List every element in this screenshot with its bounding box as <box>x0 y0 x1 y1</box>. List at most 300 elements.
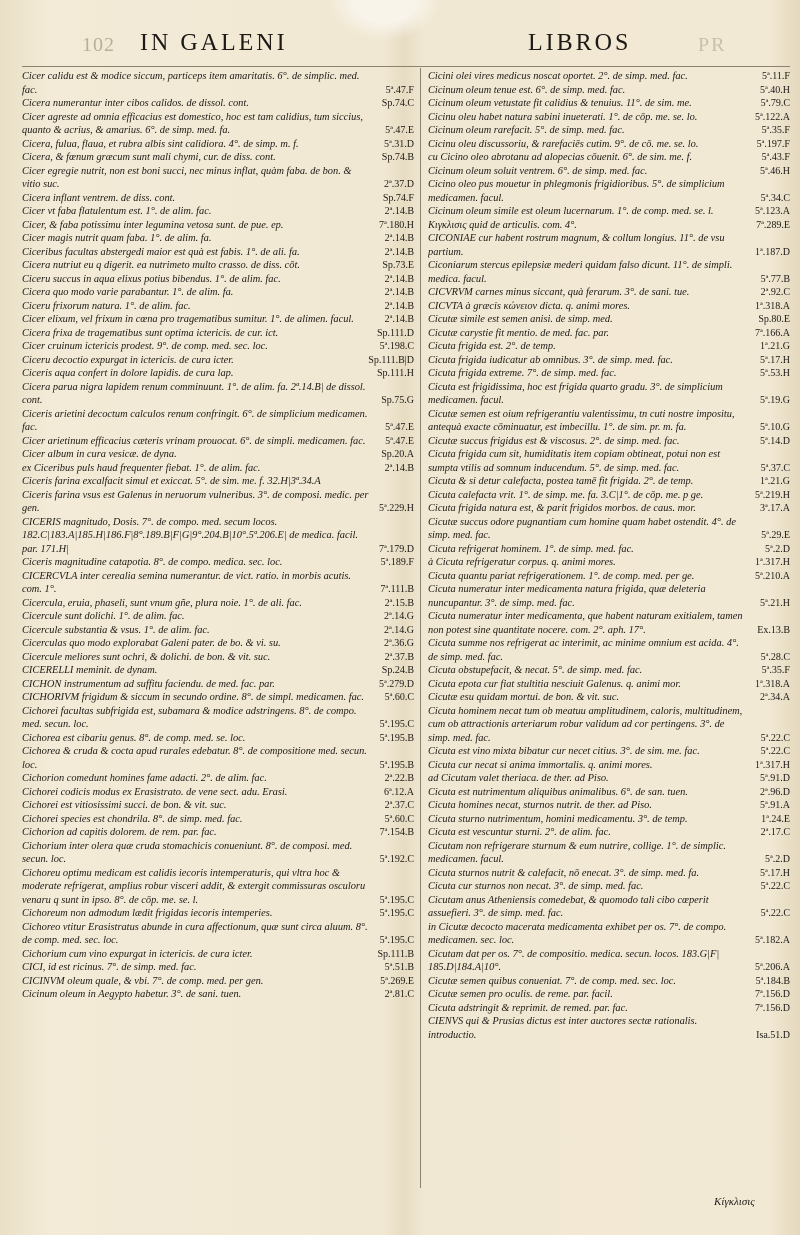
index-entry <box>22 138 414 152</box>
entry-text: CICHORIVM frigidum & siccum in secundo ordine. 8°. de simpl. medicamen. fac. <box>22 692 364 703</box>
index-entry <box>428 151 790 165</box>
entry-text: Cicuta frigida natura est, & parit frigidos morbos. de caus. mor. <box>428 503 696 514</box>
entry-text: Cicinum oleum in Aegypto habetur. 3°. de sani. tuen. <box>22 989 242 1000</box>
index-entry <box>22 219 414 233</box>
index-entry <box>22 70 414 97</box>
entry-reference: 2ª.14.B <box>384 300 414 312</box>
entry-reference: 1ª.317.H <box>755 759 790 771</box>
index-entry <box>428 799 790 813</box>
entry-text: Cicinum oleum tenue est. 6°. de simp. med. fac. <box>428 84 626 96</box>
index-entry <box>22 97 414 111</box>
entry-text: Cicutæ simile est semen anisi. de simp. med. <box>428 314 613 325</box>
entry-text: Cicuta frigida est. 2°. de temp. <box>428 341 556 352</box>
index-entry <box>428 178 790 205</box>
index-entry <box>428 759 790 773</box>
index-entry <box>428 219 790 233</box>
entry-reference: 5ª.37.C <box>760 462 790 474</box>
index-entry <box>428 313 790 327</box>
entry-reference: 1ª.318.A <box>755 678 790 690</box>
entry-text: Cicutæ succus frigidus est & viscosus. 2°. de simp. med. fac. <box>428 435 680 447</box>
entry-text: Cicutæ semen quibus conueniat. 7°. de comp. med. sec. loc. <box>428 975 676 987</box>
entry-text: Cicinu oleu discussoriu, & rarefaciēs cutim. 9°. de cō. me. se. lo. <box>428 138 699 150</box>
index-entry <box>428 489 790 503</box>
index-entry <box>428 327 790 341</box>
index-column-right <box>428 70 790 1188</box>
entry-reference: 5ª.22.C <box>760 746 790 757</box>
index-entry <box>22 637 414 651</box>
entry-text: Ciceris arietini decoctum calculos renum confringit. 6°. de simplicium medicamen. fac. <box>22 408 368 433</box>
entry-text: Cicer cruinum ictericis prodest. 9°. de comp. med. sec. loc. <box>22 341 268 352</box>
entry-reference: 7ª.111.B <box>380 584 414 595</box>
entry-text: Cichoreu optimu medicam est calidis iecoris intemperaturis, qui vltra hoc & moderate refrigerat, amplius robur visceri addit, & extergit commissuras osculoru venaru q sunt in ipso. 8°. de cōp. me. se. l. <box>22 867 366 906</box>
entry-text: Cicuta cur necat si anima immortalis. q. animi mores. <box>428 759 653 771</box>
entry-reference: 5ª.35.F <box>761 665 790 676</box>
entry-reference: 2ª.15.B <box>384 597 414 609</box>
index-entry <box>22 516 414 557</box>
page-number: 102 <box>82 34 115 56</box>
entry-reference: Sp.74.B <box>381 152 414 163</box>
entry-text: Cicutam non refrigerare sturnum & eum nutrire, collige. 1°. de simplic. medicamen. facul. <box>428 840 726 865</box>
entry-reference: Sp.74.F <box>382 192 414 204</box>
index-entry <box>428 165 790 179</box>
index-entry <box>428 354 790 368</box>
entry-text: Cicuta sturno nutrimentum, homini medicamentu. 3°. de temp. <box>428 813 688 825</box>
entry-text: CICERELLI meminit. de dynam. <box>22 665 158 676</box>
index-entry <box>22 840 414 867</box>
entry-reference: 2ª.92.C <box>760 287 790 298</box>
entry-text: Cicinu oleu habet natura sabini inueterati. 1°. de cōp. me. se. lo. <box>428 111 698 123</box>
entry-reference: 2ª.81.C <box>384 989 414 1000</box>
entry-reference: 2ª.14.B <box>384 206 414 217</box>
index-entry <box>428 826 790 840</box>
entry-reference: 5ª.279.D <box>379 678 414 690</box>
entry-reference: 2ª.34.A <box>760 692 790 703</box>
index-entry <box>428 516 790 543</box>
entry-reference: 5ª.122.A <box>755 111 790 123</box>
entry-reference: 5ª.182.A <box>755 935 790 946</box>
entry-text: Cichorei species est chondrila. 8°. de simp. med. fac. <box>22 813 243 825</box>
entry-text: Ciceris farina vsus est Galenus in neruorum vulneribus. 3°. de composi. medic. per gen. <box>22 489 369 514</box>
index-entry <box>428 111 790 125</box>
index-entry <box>428 408 790 435</box>
entry-reference: 7ª.166.A <box>755 327 790 339</box>
index-entry <box>428 988 790 1002</box>
entry-reference: 5ª.40.H <box>760 84 790 96</box>
entry-text: Cicutæ semen pro oculis. de reme. par. facil. <box>428 989 613 1000</box>
entry-text: Cicutæ carystie fit mentio. de med. fac. par. <box>428 327 609 339</box>
entry-reference: 2ª.37.C <box>384 800 414 811</box>
index-entry <box>22 678 414 692</box>
index-entry <box>428 124 790 138</box>
index-entry <box>22 246 414 260</box>
index-entry <box>22 745 414 772</box>
entry-reference: 7ª.179.D <box>379 543 414 555</box>
index-entry <box>22 907 414 921</box>
index-entry <box>22 664 414 678</box>
entry-reference: 5ª.19.G <box>760 395 790 406</box>
entry-reference: 5ª.210.A <box>755 570 790 582</box>
index-entry <box>22 475 414 489</box>
entry-text: CICINVM oleum quale, & vbi. 7°. de comp. med. per gen. <box>22 975 264 987</box>
entry-text: Cicer egregie nutrit, non est boni succi, nec minus inflat, quàm faba. de bon. & vitio suc. <box>22 165 352 190</box>
entry-text: Cicera nutriut eu q digerit. ea nutrimeto multo crasso. de diss. cōt. <box>22 260 300 271</box>
index-entry <box>428 840 790 867</box>
index-entry <box>22 327 414 341</box>
bleed-through-text: PR <box>698 34 727 56</box>
entry-reference: 5ª.60.C <box>384 692 414 703</box>
entry-reference: 5ª.2.D <box>765 543 790 555</box>
entry-text: Cichoreum non admodum lædit frigidas iecoris intemperies. <box>22 908 273 919</box>
entry-text: Cichorion comedunt homines fame adacti. 2°. de alim. fac. <box>22 773 267 784</box>
entry-reference: 6ª.12.A <box>384 786 414 798</box>
index-entry <box>22 732 414 746</box>
index-entry <box>428 286 790 300</box>
entry-reference: 5ª.123.A <box>755 206 790 217</box>
entry-text: Cicutam dat per os. 7°. de compositio. medica. secun. locos. 183.G|F| 185.D|184.A|10°. <box>428 948 720 973</box>
index-entry <box>22 975 414 989</box>
entry-text: CICONIAE cur habent rostrum magnum, & collum longius. 11°. de vsu partium. <box>428 233 725 258</box>
index-entry <box>22 151 414 165</box>
entry-reference: 5ª.21.H <box>760 597 790 609</box>
entry-reference: 5ª.29.E <box>761 530 790 541</box>
entry-reference: 5ª.77.B <box>760 273 790 285</box>
index-entry <box>22 165 414 192</box>
entry-text: Cicuta numeratur inter medicamenta natura frigida, quæ deleteria nuncupantur. 3°. de simp. med. fac. <box>428 584 706 609</box>
entry-text: CIENVS qui & Prusias dictus est inter auctores sectæ rationalis. introductio. <box>428 1016 698 1041</box>
index-entry <box>428 894 790 921</box>
entry-reference: Sp.111.B|D <box>368 354 414 366</box>
index-entry <box>22 381 414 408</box>
index-entry <box>428 880 790 894</box>
index-entry <box>428 70 790 84</box>
entry-reference: 1ª.317.H <box>755 557 790 568</box>
entry-text: Cicutæ succus odore pugnantiam cum homine quam habet ostendit. 4°. de simp. med. fac. <box>428 516 736 541</box>
index-entry <box>22 340 414 354</box>
entry-reference: 2ª.17.C <box>760 827 790 838</box>
index-entry <box>428 786 790 800</box>
index-entry <box>22 813 414 827</box>
entry-reference: 5ª.79.C <box>760 98 790 109</box>
running-header-left: IN GALENI <box>140 30 288 56</box>
index-entry <box>22 300 414 314</box>
entry-text: CICHON instrumentum ad suffitu faciendu. de med. fac. par. <box>22 678 275 690</box>
entry-reference: Sp.111.H <box>376 368 414 379</box>
entry-text: Cicercule substantia & vsus. 1°. de alim. fac. <box>22 624 210 636</box>
entry-text: Cicer, & faba potissimu inter legumina vetosa sunt. de pue. ep. <box>22 219 284 231</box>
index-entry <box>22 610 414 624</box>
entry-reference: 5ª.198.C <box>379 341 414 352</box>
index-entry <box>22 988 414 1002</box>
entry-reference: 2ª.36.G <box>384 638 414 649</box>
entry-reference: 5ª.22.C <box>760 732 790 744</box>
index-entry <box>428 921 790 948</box>
entry-reference: 5ª.47.F <box>385 84 414 96</box>
index-entry <box>22 691 414 705</box>
entry-reference: 5ª.229.H <box>379 503 414 514</box>
entry-text: à Cicuta refrigeratur corpus. q. animi mores. <box>428 557 616 568</box>
entry-reference: 5ª.22.C <box>760 881 790 892</box>
index-entry <box>22 826 414 840</box>
entry-text: Cicuta epota cur fiat stultitia nesciuit Galenus. q. animi mor. <box>428 678 681 690</box>
entry-reference: 5ª.269.E <box>380 975 414 987</box>
index-entry <box>428 745 790 759</box>
entry-text: Cicutam anus Atheniensis comedebat, & quomodo tali cibo cœperit assuefieri. 3°. de simp. med. fac. <box>428 894 709 919</box>
index-entry <box>22 624 414 638</box>
entry-text: Cicinum oleum soluit ventrem. 6°. de simp. med. fac. <box>428 165 648 177</box>
index-entry <box>22 948 414 962</box>
entry-text: Cicuta est vino mixta bibatur cur necet citius. 3°. de sim. me. fac. <box>428 746 700 757</box>
index-entry <box>22 192 414 206</box>
entry-reference: 7ª.154.B <box>379 827 414 838</box>
index-entry <box>428 772 790 786</box>
entry-text: CICVRVM carnes minus siccant, quà ferarum. 3°. de sani. tue. <box>428 287 690 298</box>
entry-text: Ciceru succus in aqua elixus potius bibendus. 1°. de alim. fac. <box>22 273 281 285</box>
entry-text: Cicuta adstringit & reprimit. de remed. par. fac. <box>428 1002 628 1014</box>
entry-reference: Sp.75.G <box>381 395 414 406</box>
entry-reference: Sp.111.D <box>376 327 414 339</box>
index-entry <box>428 205 790 219</box>
entry-reference: Sp.80.E <box>758 314 790 325</box>
entry-reference: 2ª.14.B <box>384 273 414 285</box>
entry-text: Cicer album in cura vesicæ. de dyna. <box>22 449 177 460</box>
entry-text: CICVTA à græcis κώνειον dicta. q. animi mores. <box>428 300 631 312</box>
entry-reference: 5ª.53.H <box>760 368 790 379</box>
entry-reference: 5ª.35.F <box>761 125 790 136</box>
entry-text: Cicuta numeratur inter medicamenta, que habent naturam exitialem, tamen non potest sine quantitate nocere. com. 2°. aph. 17°. <box>428 611 743 636</box>
entry-text: CICERIS magnitudo, Dosis. 7°. de compo. med. secum locos. 182.C|183.A|185.H|186.F|8°.189.B|F|G|9°.204.B|10°.5ª.206.E| de medica. facil. par. 171.H| <box>22 516 358 555</box>
entry-text: Κιγκλισις quid de articulis. com. 4°. <box>428 219 577 231</box>
entry-reference: 5ª.192.C <box>379 854 414 865</box>
entry-text: Ciconiarum stercus epilepsiæ mederi quidam falso dicunt. 11°. de simpli. medica. facul. <box>428 260 733 285</box>
entry-reference: 2ª.22.B <box>384 773 414 784</box>
index-entry <box>22 867 414 908</box>
index-entry <box>428 502 790 516</box>
entry-text: Ciceris farina excalfacit simul et exiccat. 5°. de sim. me. f. 32.H|3ª.34.A <box>22 476 321 487</box>
entry-reference: 5ª.91.D <box>760 773 790 784</box>
index-entry <box>428 556 790 570</box>
entry-text: Cicuta sturnos nutrit & calefacit, nō enecat. 3°. de simp. med. fa. <box>428 867 700 879</box>
entry-reference: Ex.13.B <box>757 624 790 636</box>
entry-reference: 5ª.184.B <box>755 975 790 987</box>
entry-text: Cicera inflant ventrem. de diss. cont. <box>22 192 176 204</box>
entry-text: Cichorion ad capitis dolorem. de rem. par. fac. <box>22 827 217 838</box>
entry-reference: Sp.73.E <box>382 260 414 271</box>
entry-reference: 5ª.28.C <box>760 651 790 663</box>
index-entry <box>22 367 414 381</box>
index-entry <box>428 948 790 975</box>
entry-reference: 5ª.2.D <box>765 854 790 865</box>
entry-text: Cicera parua nigra lapidem renum comminuunt. 1°. de alim. fa. 2ª.14.B| de dissol. cont. <box>22 381 366 406</box>
entry-text: Cicuta obstupefacit, & necat. 5°. de simp. med. fac. <box>428 665 643 676</box>
entry-reference: 5ª.197.F <box>756 138 790 150</box>
entry-text: Cicuta refrigerat hominem. 1°. de simp. med. fac. <box>428 543 634 555</box>
entry-text: Cicino oleo pus mouetur in phlegmonis frigidioribus. 5°. de simplicium medicamen. facul. <box>428 179 725 204</box>
entry-reference: 5ª.195.B <box>379 732 414 744</box>
entry-reference: 5ª.31.D <box>384 138 414 150</box>
entry-text: Cicuta homines necat, sturnos nutrit. de ther. ad Piso. <box>428 800 652 811</box>
entry-text: Cicutæ semen est oium refrigerantiu valentissimu, tn cuti nostre impositu, antequà exacte cōminuatur, est imbecillu. 1°. de sim. pr. m. fa. <box>428 408 735 433</box>
column-divider <box>420 68 421 1188</box>
entry-reference: 5ª.11.F <box>762 71 790 82</box>
catchword: Κίγκλισις <box>714 1196 755 1208</box>
entry-text: Cichorium cum vino expurgat in ictericis. de cura icter. <box>22 948 253 960</box>
entry-reference: 5ª.10.G <box>760 422 790 433</box>
entry-reference: 1ª.21.G <box>760 476 790 487</box>
index-entry <box>22 597 414 611</box>
index-entry <box>428 435 790 449</box>
entry-reference: Sp.24.B <box>381 665 414 676</box>
entry-text: Cichoreo vtitur Erasistratus abunde in cura affectionum, quæ sunt circa aluum. 8°. de comp. med. sec. loc. <box>22 921 368 946</box>
entry-reference: 5ª.219.H <box>755 489 790 501</box>
entry-reference: 5ª.206.A <box>755 962 790 973</box>
index-entry <box>428 97 790 111</box>
entry-reference: 3ª.17.A <box>760 503 790 514</box>
entry-reference: 7ª.156.D <box>755 989 790 1000</box>
entry-text: Cicinum oleum rarefacit. 5°. de simp. med. fac. <box>428 125 625 136</box>
entry-reference: 5ª.46.H <box>760 165 790 177</box>
entry-text: Cichorei est vitiosissimi succi. de bon. & vit. suc. <box>22 800 227 811</box>
index-entry <box>428 232 790 259</box>
index-entry <box>22 313 414 327</box>
index-entry <box>428 448 790 475</box>
index-entry <box>22 462 414 476</box>
entry-reference: 1ª.318.A <box>755 300 790 312</box>
index-entry <box>22 570 414 597</box>
index-entry <box>428 867 790 881</box>
entry-reference: Sp.74.C <box>381 98 414 109</box>
entry-reference: 5ª.195.C <box>379 908 414 919</box>
index-entry <box>428 691 790 705</box>
entry-reference: 2ª.14.B <box>384 314 414 325</box>
entry-text: Cicinum oleum vetustate fit calidius & tenuius. 11°. de sim. me. <box>428 98 692 109</box>
entry-reference: 5ª.51.B <box>384 962 414 973</box>
index-entry <box>428 300 790 314</box>
entry-text: Cicinum oleum simile est oleum lucernarum. 1°. de comp. med. se. l. <box>428 206 714 217</box>
entry-text: cu Cicino oleo abrotanu ad alopecias cōuenit. 6°. de sim. me. f. <box>428 152 693 163</box>
index-entry <box>428 637 790 664</box>
entry-text: Cicer agreste ad omnia efficacius est domestico, hoc est tam calidius, tum siccius, quanto & acrius, & amarius. 6°. de simp. med. fa. <box>22 111 364 136</box>
entry-text: ad Cicutam valet theriaca. de ther. ad Piso. <box>428 773 609 784</box>
entry-text: Cicuta est vescuntur sturni. 2°. de alim. fac. <box>428 827 611 838</box>
entry-text: Cicercule meliores sunt ochri, & dolichi. de bon. & vit. suc. <box>22 651 271 663</box>
entry-text: Cicera numerantur inter cibos calidos. de dissol. cont. <box>22 98 249 109</box>
index-entry <box>22 489 414 516</box>
index-entry <box>428 340 790 354</box>
entry-text: Cicercula, eruia, phaseli, sunt vnum gñe, plura noie. 1°. de ali. fac. <box>22 597 302 609</box>
index-entry <box>22 961 414 975</box>
entry-text: Cicer magis nutrit quam faba. 1°. de alim. fa. <box>22 233 212 244</box>
entry-reference: 2ª.14.G <box>384 624 414 636</box>
entry-text: Cicerculas quo modo explorabat Galeni pater. de bo. & vi. su. <box>22 638 281 649</box>
index-entry <box>22 772 414 786</box>
entry-text: Cicuta & si detur calefacta, postea tamē fit frigida. 2°. de temp. <box>428 476 694 487</box>
entry-reference: 5ª.195.C <box>379 719 414 730</box>
entry-text: Cicer calidu est & modice siccum, particeps item amaritatis. 6°. de simplic. med. fac. <box>22 71 360 96</box>
entry-reference: 2ª.14.B <box>384 233 414 244</box>
index-entry <box>428 583 790 610</box>
index-entry <box>22 273 414 287</box>
index-column-left <box>22 70 414 1188</box>
index-entry <box>22 286 414 300</box>
page-tear <box>330 0 440 40</box>
entry-reference: 5ª.22.C <box>760 908 790 919</box>
index-entry <box>22 448 414 462</box>
entry-text: Cicer arietinum efficacius cæteris vrinam prouocat. 6°. de simpli. medicamen. fac. <box>22 435 366 447</box>
entry-reference: 7ª.180.H <box>379 219 414 231</box>
entry-reference: 2ª.14.B <box>384 246 414 258</box>
entry-text: Cicuta quantu pariat refrigerationem. 1°. de comp. med. per ge. <box>428 570 695 582</box>
entry-reference: 1ª.187.D <box>755 246 790 258</box>
entry-text: Cicercule sunt dolichi. 1°. de alim. fac. <box>22 611 185 622</box>
entry-text: Cicuta frigida iudicatur ab omnibus. 3°. de simp. med. fac. <box>428 354 673 366</box>
entry-text: Cicuta frigida extreme. 7°. de simp. med. fac. <box>428 368 617 379</box>
index-entry <box>428 259 790 286</box>
entry-reference: 5ª.47.E <box>385 435 414 447</box>
index-entry <box>428 664 790 678</box>
entry-reference: Sp.111.B <box>377 948 414 960</box>
entry-text: Cichorei codicis modus ex Erasistrato. de vene sect. adu. Erasi. <box>22 786 288 798</box>
entry-reference: 1ª.21.G <box>760 341 790 352</box>
entry-text: Cichorei facultas subfrigida est, subamara & modice adstringens. 8°. de compo. med. secun. loc. <box>22 705 357 730</box>
entry-reference: 5ª.91.A <box>760 800 790 811</box>
index-entry <box>22 556 414 570</box>
entry-text: Cicuta est frigidissima, hoc est frigida quarto gradu. 3°. de simplicium medicamen. facul. <box>428 381 723 406</box>
entry-text: Ciceru frixorum natura. 1°. de alim. fac. <box>22 300 191 312</box>
entry-reference: 5ª.14.D <box>760 435 790 447</box>
entry-reference: 5ª.47.E <box>385 422 414 433</box>
entry-text: CICI, id est ricinus. 7°. de simp. med. fac. <box>22 962 197 973</box>
entry-reference: 5ª.195.C <box>379 935 414 946</box>
header-rule <box>22 66 790 67</box>
entry-reference: 2ª.37.B <box>384 651 414 663</box>
index-entry <box>428 475 790 489</box>
entry-reference: 5ª.17.H <box>760 867 790 879</box>
entry-text: in Cicutæ decocto macerata medicamenta exhibet per os. 7°. de compo. medicamen. sec. loc. <box>428 921 727 946</box>
index-entry <box>22 354 414 368</box>
entry-text: Cicuta frigida cum sit, humiditatis item copiam obtineat, potui non est sumpta vtilis ad somnum inducendum. 5°. de simp. med. fac. <box>428 449 721 474</box>
entry-text: Cicuta summe nos refrigerat ac interimit, ac minime omnium est acida. 4°. de simp. med. fac. <box>428 638 739 663</box>
entry-reference: 1ª.24.E <box>761 813 790 825</box>
entry-text: Cicera, fulua, flaua, et rubra albis sint calidiora. 4°. de simp. m. f. <box>22 138 299 150</box>
entry-reference: 5ª.195.C <box>379 894 414 906</box>
index-entry <box>428 543 790 557</box>
entry-text: ex Ciceribus puls haud frequenter fiebat. 1°. de alim. fac. <box>22 462 261 474</box>
entry-text: Cichorium inter olera quæ cruda stomachicis conueniunt. 8°. de composi. med. secun. loc. <box>22 840 353 865</box>
entry-text: Cicini olei vires medicus noscat oportet. 2°. de simp. med. fac. <box>428 71 688 82</box>
entry-reference: Isa.51.D <box>756 1029 790 1041</box>
entry-text: Cicuta calefacta vrit. 1°. de simp. me. fa. 3.C|1°. de cōp. me. p ge. <box>428 489 704 501</box>
entry-reference: 5ª.43.F <box>761 152 790 163</box>
entry-reference: 2ª.14.B <box>384 462 414 474</box>
entry-text: CICERCVLA inter cerealia semina numerantur. de vict. ratio. in morbis acutis. com. 1°. <box>22 570 352 595</box>
entry-text: Cicutæ esu quidam mortui. de bon. & vit. suc. <box>428 692 620 703</box>
entry-text: Ciceribus facultas abstergedi maior est quà est fabis. 1°. de ali. fa. <box>22 246 300 258</box>
index-entry <box>22 705 414 732</box>
entry-text: Ciceris magnitudine catapotia. 8°. de compo. medica. sec. loc. <box>22 557 283 568</box>
entry-text: Cicera quo modo varie parabantur. 1°. de alim. fa. <box>22 287 234 298</box>
index-entry <box>22 259 414 273</box>
entry-text: Cichorea est cibariu genus. 8°. de comp. med. se. loc. <box>22 732 246 744</box>
index-entry <box>428 610 790 637</box>
entry-text: Ciceru decoctio expurgat in ictericis. de cura icter. <box>22 354 234 366</box>
index-entry <box>428 975 790 989</box>
entry-text: Cicera, & fœnum græcum sunt mali chymi, cur. de diss. cont. <box>22 152 276 163</box>
index-entry <box>22 799 414 813</box>
index-entry <box>428 367 790 381</box>
entry-reference: 5ª.195.B <box>379 759 414 771</box>
entry-text: Cicuta cur sturnos non necat. 3°. de simp. med. fac. <box>428 881 644 892</box>
entry-text: Cicera frixa de tragematibus sunt optima ictericis. de cur. ict. <box>22 327 279 339</box>
